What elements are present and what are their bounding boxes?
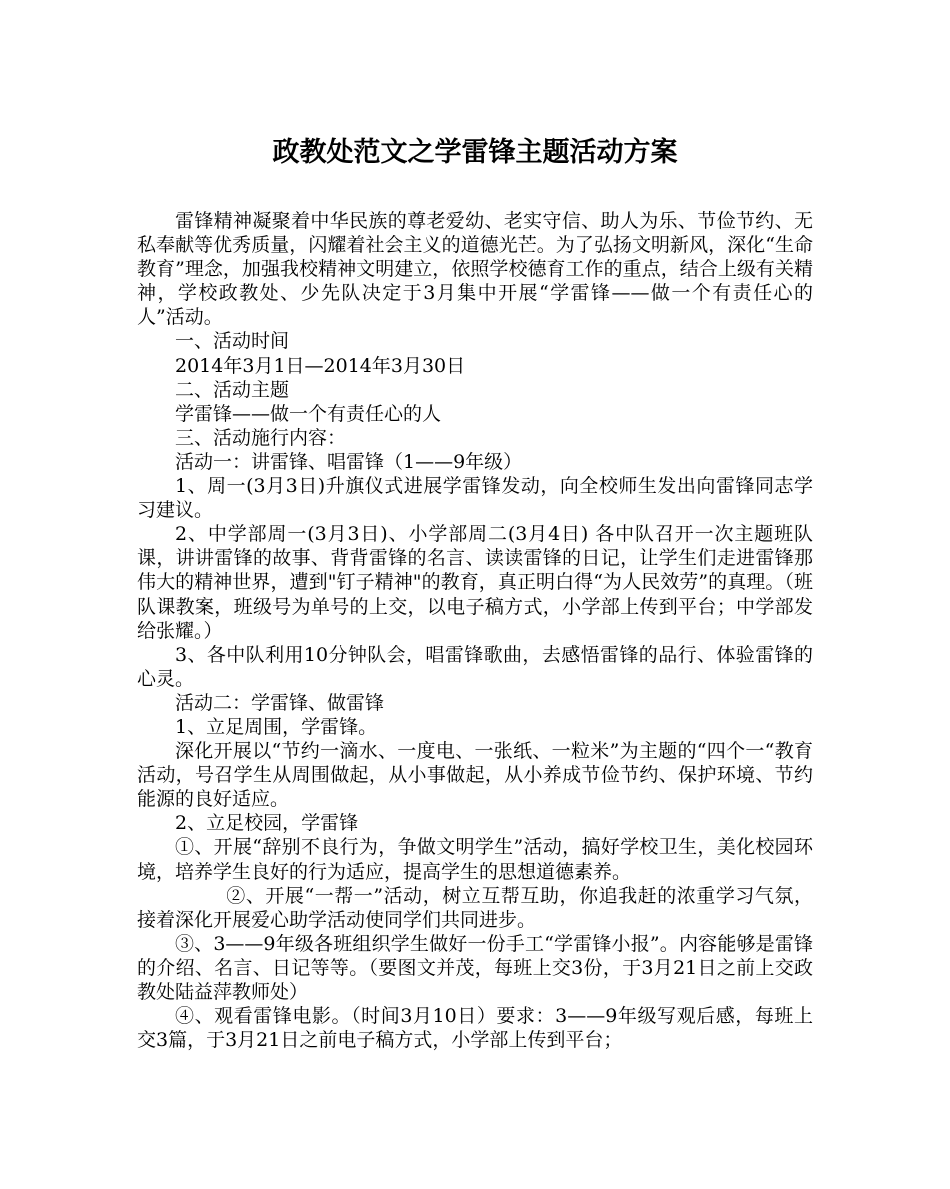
activity-one-heading: 活动一：讲雷锋、唱雷锋（1——9年级） [175, 450, 523, 473]
document-body [137, 209, 813, 1052]
activity-one-item-3: 3、各中队利用10分钟队会，唱雷锋歌曲，去感悟雷锋的品行、体验雷锋的心灵。 [137, 643, 813, 690]
section-heading-theme: 二、活动主题 [175, 378, 290, 401]
activity-two-item-2: 2、立足校园，学雷锋 [175, 812, 359, 835]
activity-dates: 2014年3月1日—2014年3月30日 [175, 354, 466, 377]
activity-two-heading: 活动二：学雷锋、做雷锋 [175, 691, 385, 714]
activity-two-item-2-sub-1: ①、开展“辞别不良行为，争做文明学生”活动，搞好学校卫生，美化校园环境，培养学生良好的行为适应，提高学生的思想道德素养。 [137, 836, 813, 883]
activity-two-item-1: 1、立足周围，学雷锋。 [175, 715, 378, 738]
activity-two-item-2-sub-4: ④、观看雷锋电影。（时间3月10日）要求：3——9年级写观后感，每班上交3篇，于3月21日之前电子稿方式，小学部上传到平台； [137, 1005, 813, 1052]
activity-two-item-2-sub-3: ③、3——9年级各班组织学生做好一份手工“学雷锋小报”。内容能够是雷锋的介绍、名言、日记等等。（要图文并茂，每班上交3份，于3月21日之前上交政教处陆益萍教师处） [137, 932, 813, 1003]
section-heading-time: 一、活动时间 [175, 330, 290, 353]
activity-two-item-1-detail: 深化开展以“节约一滴水、一度电、一张纸、一粒米”为主题的“四个一“教育活动，号召学生从周围做起，从小事做起，从小养成节俭节约、保护环境、节约能源的良好适应。 [137, 740, 813, 811]
section-heading-content: 三、活动施行内容： [175, 426, 347, 449]
activity-one-item-1: 1、周一(3月3日)升旗仪式进展学雷锋发动，向全校师生发出向雷锋同志学习建议。 [137, 475, 813, 522]
document-title: 政教处范文之学雷锋主题活动方案 [272, 137, 678, 168]
activity-theme: 学雷锋——做一个有责任心的人 [175, 402, 442, 425]
activity-two-item-2-sub-2: ②、开展“一帮一”活动，树立互帮互助，你追我赶的浓重学习气氛，接着深化开展爱心助学活动使同学们共同进步。 [137, 884, 813, 931]
activity-one-item-2: 2、中学部周一(3月3日)、小学部周二(3月4日) 各中队召开一次主题班队课，讲讲雷锋的故事、背背雷锋的名言、读读雷锋的日记，让学生们走进雷锋那伟大的精神世界，遭到"钉子精神"的教育，真正明白得“为人民效劳”的真理。（班队课教案，班级号为单号的上交，以电子稿方式，小学部上传到平台；中学部发给张耀。） [137, 523, 813, 642]
intro-paragraph: 雷锋精神凝聚着中华民族的尊老爱幼、老实守信、助人为乐、节俭节约、无私奉献等优秀质量，闪耀着社会主义的道德光芒。为了弘扬文明新风，深化“生命教育”理念，加强我校精神文明建立，依照学校德育工作的重点，结合上级有关精神，学校政教处、少先队决定于3月集中开展“学雷锋——做一个有责任心的人”活动。 [137, 210, 813, 329]
